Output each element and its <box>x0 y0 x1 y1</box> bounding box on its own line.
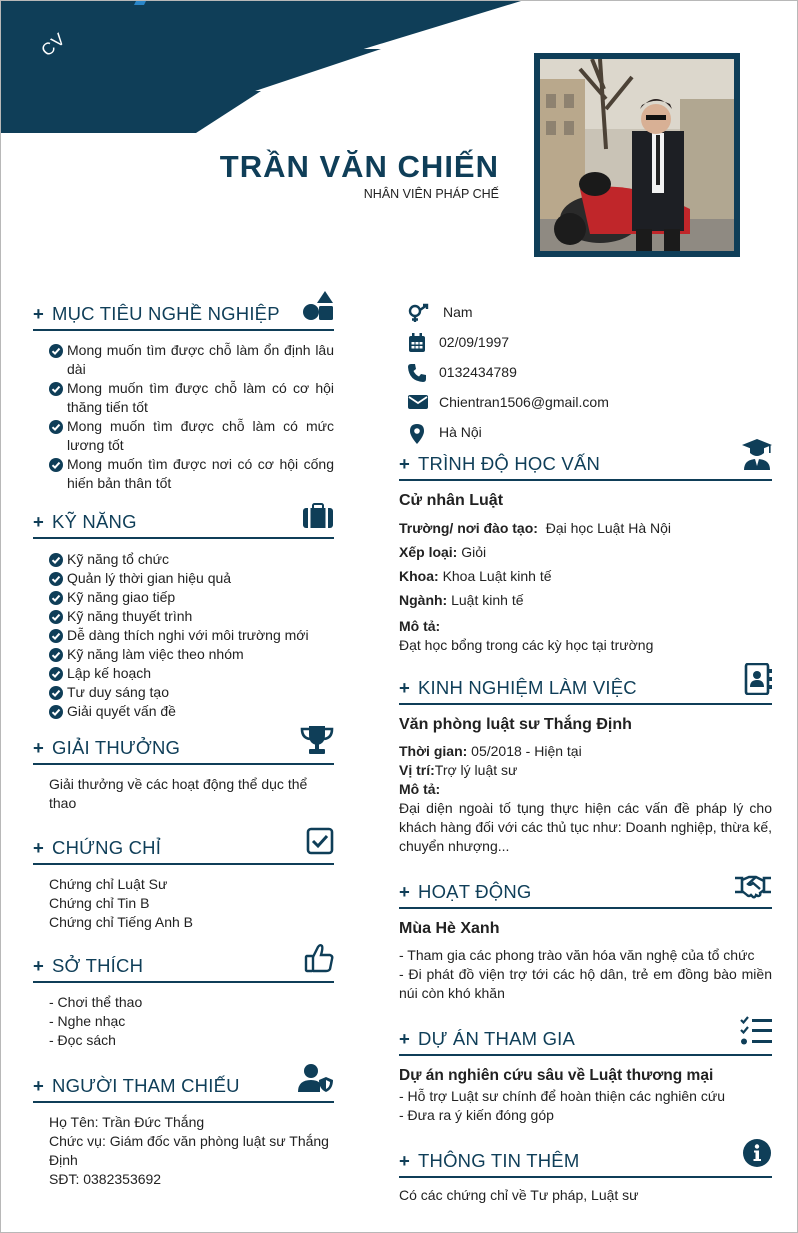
section-skills <box>33 507 334 721</box>
edu-desc-label: Mô tả: <box>399 618 441 634</box>
section-hobbies <box>33 951 334 1050</box>
birthday-row <box>407 329 767 359</box>
major-row: Ngành: Luật kinh tế <box>399 592 524 608</box>
cv-mark: CV <box>37 29 70 61</box>
role-row: Vị trí:Trợ lý luật sư <box>399 762 518 778</box>
list-item: Kỹ năng làm việc theo nhóm <box>49 645 334 664</box>
task-list-icon <box>740 1016 772 1051</box>
edu-desc: Đạt học bổng trong các kỳ học tại trường <box>399 637 654 653</box>
reference-phone: SĐT: 0382353692 <box>49 1171 162 1187</box>
phone-value[interactable]: 0132434789 <box>439 364 517 380</box>
envelope-icon <box>407 393 429 419</box>
thumbs-up-icon <box>304 943 334 978</box>
calendar-icon <box>407 333 427 361</box>
trophy-icon <box>300 725 334 760</box>
list-item: Mong muốn tìm được chỗ làm ổn định lâu dài <box>49 341 334 379</box>
list-item: - Đi phát đồ viện trợ tới các hộ dân, trẻ em đồng bào miền núi còn khó khăn <box>399 966 772 1001</box>
faculty-row: Khoa: Khoa Luật kinh tế <box>399 568 552 584</box>
section-title: + KINH NGHIỆM LÀM VIỆC <box>399 677 637 698</box>
skills-list <box>33 539 334 721</box>
graduate-icon <box>742 439 772 476</box>
list-item: - Tham gia các phong trào văn hóa văn nghệ của tổ chức <box>399 947 755 963</box>
section-title: + SỞ THÍCH <box>33 955 144 976</box>
checkbox-icon <box>306 827 334 860</box>
references-body <box>33 1103 334 1189</box>
section-header <box>399 1146 772 1178</box>
section-header <box>33 833 334 865</box>
check-circle-icon <box>49 420 63 439</box>
list-item: - Chơi thể thao <box>49 994 143 1010</box>
reference-position: Chức vụ: Giám đốc văn phòng luật sư Thắng Định <box>49 1133 329 1168</box>
phone-icon <box>407 363 427 391</box>
section-title: + DỰ ÁN THAM GIA <box>399 1028 576 1049</box>
phone-row <box>407 359 767 389</box>
info-icon <box>742 1138 772 1173</box>
awards-body <box>33 765 334 813</box>
section-header <box>399 1024 772 1056</box>
list-item: - Nghe nhạc <box>49 1013 126 1029</box>
section-title: + GIẢI THƯỞNG <box>33 737 181 758</box>
gender-row <box>407 299 767 329</box>
check-circle-icon <box>49 344 63 363</box>
list-item: - Đọc sách <box>49 1032 116 1048</box>
degree-title: Cử nhân Luật <box>399 492 504 509</box>
job-title: NHÂN VIÊN PHÁP CHẾ <box>363 187 499 201</box>
extra-body <box>399 1178 772 1205</box>
email-value[interactable]: Chientran1506@gmail.com <box>439 394 609 410</box>
education-body <box>399 481 772 655</box>
list-item: Chứng chỉ Tiếng Anh B <box>49 914 194 930</box>
section-certificates <box>33 833 334 932</box>
projects-body <box>399 1056 772 1125</box>
section-title: + CHỨNG CHỈ <box>33 837 162 858</box>
check-circle-icon <box>49 458 63 477</box>
section-title: + THÔNG TIN THÊM <box>399 1150 580 1171</box>
contact-info <box>407 299 767 449</box>
email-row <box>407 389 767 419</box>
handshake-icon <box>734 873 772 904</box>
gender-icon <box>407 303 431 331</box>
school-row: Trường/ nơi đào tạo: Đại học Luật Hà Nội <box>399 520 672 536</box>
section-title: + TRÌNH ĐỘ HỌC VẤN <box>399 453 601 474</box>
section-projects <box>399 1024 772 1125</box>
exp-desc-label: Mô tả: <box>399 781 441 797</box>
list-item: Quản lý thời gian hiệu quả <box>49 569 334 588</box>
section-title: + KỸ NĂNG <box>33 511 137 532</box>
contact-book-icon <box>744 663 772 700</box>
time-row: Thời gian: 05/2018 - Hiện tại <box>399 743 582 759</box>
list-item: - Hỗ trợ Luật sư chính để hoàn thiện các nghiên cứu <box>399 1088 726 1104</box>
candidate-name: TRẦN VĂN CHIẾN <box>219 149 499 184</box>
section-extra <box>399 1146 772 1205</box>
section-header <box>33 951 334 983</box>
project-name: Dự án nghiên cứu sâu về Luật thương mại <box>399 1067 714 1084</box>
list-item: Mong muốn tìm được nơi có cơ hội cống hiến bản thân tốt <box>49 455 334 493</box>
list-item: Dễ dàng thích nghi với môi trường mới <box>49 626 334 645</box>
address-value: Hà Nội <box>439 424 482 440</box>
address-row <box>407 419 767 449</box>
section-objective <box>33 299 334 493</box>
check-circle-icon <box>49 705 63 724</box>
section-title: + HOẠT ĐỘNG <box>399 881 532 902</box>
list-item: Mong muốn tìm được chỗ làm có cơ hội thăng tiến tốt <box>49 379 334 417</box>
section-header <box>399 673 772 705</box>
gender-value: Nam <box>443 304 473 320</box>
birthday-value: 02/09/1997 <box>439 334 510 350</box>
briefcase-icon <box>302 503 334 534</box>
list-item: - Đưa ra ý kiến đóng góp <box>399 1107 554 1123</box>
section-awards <box>33 733 334 813</box>
section-references <box>33 1071 334 1189</box>
profile-photo-frame <box>534 53 740 257</box>
section-header <box>399 877 772 909</box>
section-header <box>33 1071 334 1103</box>
section-title: + MỤC TIÊU NGHỀ NGHIỆP <box>33 303 280 324</box>
certificates-list <box>33 865 334 932</box>
list-item: Mong muốn tìm được chỗ làm có mức lương tốt <box>49 417 334 455</box>
list-item: Tư duy sáng tạo <box>49 683 334 702</box>
list-item: Kỹ năng tổ chức <box>49 550 334 569</box>
profile-photo <box>540 59 734 251</box>
user-shield-icon <box>298 1063 334 1098</box>
list-item: Kỹ năng thuyết trình <box>49 607 334 626</box>
section-header <box>33 507 334 539</box>
section-header <box>399 449 772 481</box>
list-item: Lập kế hoạch <box>49 664 334 683</box>
company-name: Văn phòng luật sư Thắng Định <box>399 716 632 733</box>
rank-row: Xếp loại: Giỏi <box>399 544 487 560</box>
objective-list <box>33 331 334 493</box>
section-experience <box>399 673 772 856</box>
activities-body <box>399 909 772 1003</box>
extra-text: Có các chứng chỉ về Tư pháp, Luật sư <box>399 1187 639 1203</box>
list-item: Chứng chỉ Tin B <box>49 895 150 911</box>
section-title: + NGƯỜI THAM CHIẾU <box>33 1075 240 1096</box>
section-activities <box>399 877 772 1003</box>
section-header <box>33 299 334 331</box>
list-item: Kỹ năng giao tiếp <box>49 588 334 607</box>
hobbies-list <box>33 983 334 1050</box>
section-header <box>33 733 334 765</box>
check-circle-icon <box>49 382 63 401</box>
activity-name: Mùa Hè Xanh <box>399 920 500 937</box>
list-item: Chứng chỉ Luật Sư <box>49 876 168 892</box>
exp-desc: Đại diện ngoài tố tụng thực hiện các vấn đề pháp lý cho khách hàng đối với các thủ tục như: Doanh nghiệp, thừa kế, chuyển nhượng... <box>399 800 772 854</box>
shapes-icon <box>302 291 334 326</box>
award-text: Giải thưởng về các hoạt động thể dục thể thao <box>49 776 308 811</box>
experience-body <box>399 705 772 856</box>
section-education <box>399 449 772 655</box>
reference-name: Họ Tên: Trần Đức Thắng <box>49 1114 205 1130</box>
list-item: Giải quyết vấn đề <box>49 702 334 721</box>
